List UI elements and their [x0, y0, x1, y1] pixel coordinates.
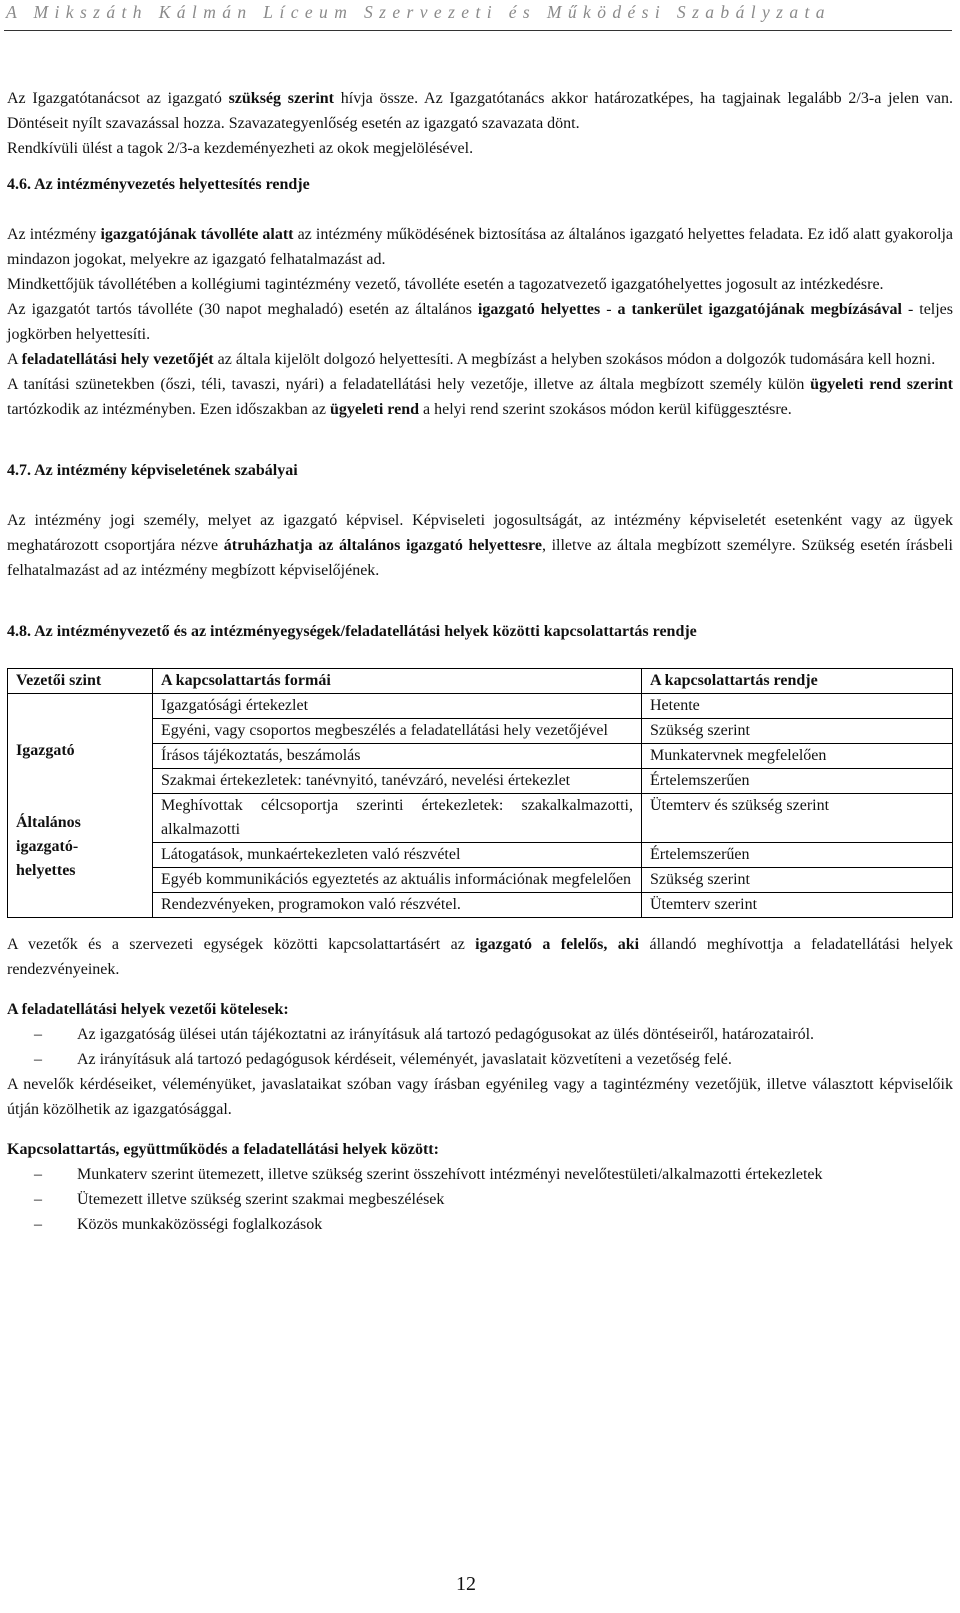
intro-paragraph-1: Az Igazgatótanácsot az igazgató szükség szerint hívja össze. Az Igazgatótanács akkor határozatképes, ha tagjainak legalább 2/3-a jelen van. Döntéseit nyílt szavazással hozza. Szavazategyenlőség esetén az igazgató szavazata dönt. [7, 90, 954, 132]
table-cell-schedule: Ütemterv szerint [642, 893, 953, 918]
duties-after-paragraph: A nevelők kérdéseiket, véleményüket, javaslataikat szóban vagy írásban egyénileg vagy a tagintézmény vezetőjük, illetve választott képviselőik útján közölhetik az igazgatósággal. [7, 1076, 953, 1118]
s46-paragraph-5: A tanítási szünetekben (őszi, téli, tavaszi, nyári) a feladatellátási hely vezetője, illetve az általa megbízott személy külön ügyeleti rend szerint tartózkodik az intézményben. Ezen időszakban az ügyeleti rend a helyi rend szerint szokásos módon kerül kifüggesztésre. [7, 376, 954, 418]
dash-bullet-icon: – [34, 1191, 42, 1208]
cooperation-heading: Kapcsolattartás, együttműködés a feladatellátási helyek között: [7, 1141, 439, 1158]
section-4-7-heading: 4.7. Az intézmény képviseletének szabályai [7, 462, 298, 479]
list-item: – Közös munkaközösségi foglalkozások [7, 1212, 953, 1237]
table-cell-schedule: Értelemszerűen [642, 843, 953, 868]
duties-list [7, 1022, 953, 1072]
dash-bullet-icon: – [34, 1166, 42, 1183]
dash-bullet-icon: – [34, 1026, 42, 1043]
list-item: – Ütemezett illetve szükség szerint szakmai megbeszélések [7, 1187, 953, 1212]
header-rule [4, 30, 952, 31]
list-item: – Munkaterv szerint ütemezett, illetve szükség szerint összehívott intézményi nevelőtestületi/alkalmazotti értekezletek [7, 1162, 953, 1187]
cooperation-list [7, 1162, 953, 1237]
leader-level-deputy-line-1: Általános [16, 814, 81, 831]
intro-paragraph-2: Rendkívüli ülést a tagok 2/3-a kezdeményezheti az okok megjelölésével. [7, 140, 474, 157]
dash-bullet-icon: – [34, 1216, 42, 1233]
table-cell-form: Rendezvényeken, programokon való részvétel. [153, 893, 642, 918]
table-cell-form: Egyéb kommunikációs egyeztetés az aktuális információnak megfelelően [153, 868, 642, 893]
table-cell-form: Egyéni, vagy csoportos megbeszélés a feladatellátási hely vezetőjével [153, 719, 642, 744]
table-header-cell: A kapcsolattartás formái [153, 669, 642, 694]
s46-paragraph-4: A feladatellátási hely vezetőjét az általa kijelölt dolgozó helyettesíti. A megbízást a helyben szokásos módon a dolgozók tudomására kell hozni. [7, 351, 936, 368]
table-header-row [8, 669, 953, 694]
table-cell-form: Meghívottak célcsoportja szerinti értekezletek: szakalkalmazotti, alkalmazotti [153, 794, 642, 843]
list-item: – Az igazgatóság ülései után tájékoztatni az irányításuk alá tartozó pedagógusokat az ülés döntéseiről, határozatairól. [7, 1022, 953, 1047]
table-cell-form: Szakmai értekezletek: tanévnyitó, tanévzáró, nevelési értekezlet [153, 769, 642, 794]
table-cell-schedule: Ütemterv és szükség szerint [642, 794, 953, 843]
table-cell-schedule: Szükség szerint [642, 719, 953, 744]
leader-level-cell [8, 694, 153, 918]
after-table-paragraph: A vezetők és a szervezeti egységek közötti kapcsolattartásért az igazgató a felelős, aki állandó meghívottja a feladatellátási helyek rendezvényeinek. [7, 936, 954, 978]
duties-heading: A feladatellátási helyek vezetői kötelesek: [7, 1001, 289, 1018]
table-cell-schedule: Szükség szerint [642, 868, 953, 893]
s46-paragraph-2: Mindkettőjük távollétében a kollégiumi tagintézmény vezető, távolléte esetén a tagozatvezető igazgatóhelyettes jogosult az intézkedésre. [7, 276, 884, 293]
contact-table [7, 668, 953, 918]
table-cell-form: Írásos tájékoztatás, beszámolás [153, 744, 642, 769]
leader-level-deputy-line-3: helyettes [16, 862, 76, 879]
table-row [8, 694, 953, 719]
section-4-6-heading: 4.6. Az intézményvezetés helyettesítés rendje [7, 176, 310, 193]
table-cell-schedule: Értelemszerűen [642, 769, 953, 794]
dash-bullet-icon: – [34, 1051, 42, 1068]
page-number: 12 [456, 1573, 476, 1595]
table-cell-form: Igazgatósági értekezlet [153, 694, 642, 719]
running-header: A Mikszáth Kálmán Líceum Szervezeti és Működési Szabályzata [6, 2, 831, 22]
table-header-cell: Vezetői szint [8, 669, 153, 694]
s46-paragraph-1: Az intézmény igazgatójának távolléte alatt az intézmény működésének biztosítása az általános igazgató helyettes feladata. Ez idő alatt gyakorolja mindazon jogokat, melyekre az igazgató felhatalmazást ad. [7, 226, 953, 268]
s46-paragraph-3: Az igazgatót tartós távolléte (30 napot meghaladó) esetén az általános igazgató helyettes - a tankerület igazgatójának megbízásával - teljes jogkörben helyettesíti. [7, 301, 954, 343]
table-cell-schedule: Hetente [642, 694, 953, 719]
section-4-8-heading: 4.8. Az intézményvezető és az intézményegységek/feladatellátási helyek közötti kapcsolattartás rendje [7, 623, 697, 640]
leader-level-deputy-line-2: igazgató- [16, 838, 79, 855]
table-cell-schedule: Munkatervnek megfelelően [642, 744, 953, 769]
document-body [7, 86, 953, 1237]
leader-level-director: Igazgató [16, 742, 75, 759]
table-cell-form: Látogatások, munkaértekezleten való részvétel [153, 843, 642, 868]
s47-paragraph-1: Az intézmény jogi személy, melyet az igazgató képvisel. Képviseleti jogosultságát, az intézmény képviseletét esetenként vagy az ügyek meghatározott csoportjára nézve átruházhatja az általános igazgató helyettesre, illetve az általa megbízott személyre. Szükség esetén írásbeli felhatalmazást ad az intézmény megbízott képviselőjének. [7, 512, 953, 579]
table-header-cell: A kapcsolattartás rendje [642, 669, 953, 694]
list-item: – Az irányításuk alá tartozó pedagógusok kérdéseit, véleményét, javaslatait közvetíteni a vezetőség felé. [7, 1047, 953, 1072]
